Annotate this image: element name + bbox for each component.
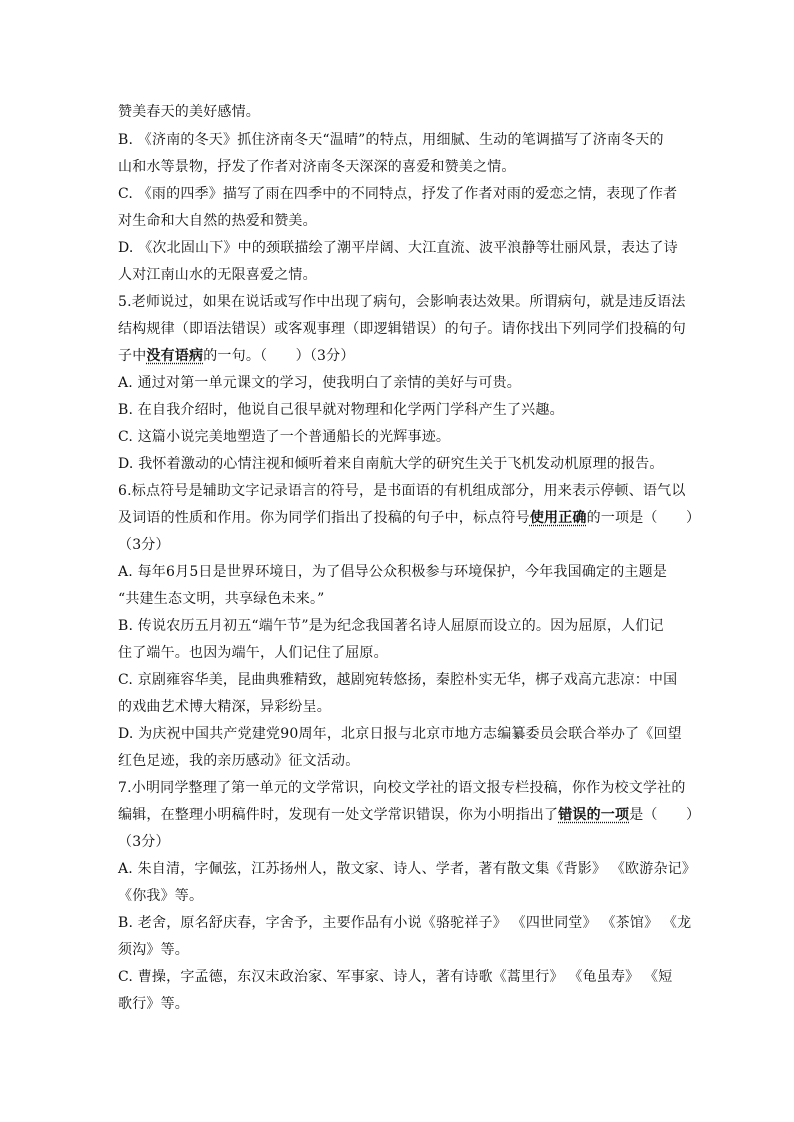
option-a: A. 每年6月5日是世界环境日，为了倡导公众积极参与环境保护，今年我国确定的主题是 (118, 564, 668, 580)
option-c: C. 曹操，字孟德，东汉末政治家、军事家、诗人，著有诗歌《蒿里行》 《龟虽寿》 《短 (118, 969, 673, 985)
text-line: 对生命和大自然的热爱和赞美。 (118, 213, 317, 229)
text-line: 歌行》等。 (118, 996, 189, 1012)
option-b: B. 传说农历五月初五“端午节”是为纪念我国著名诗人屈原而设立的。因为屈原，人们记 (118, 618, 664, 634)
text-line: B. 《济南的冬天》抓住济南冬天“温晴”的特点，用细腻、生动的笔调描写了济南冬天的 (118, 132, 664, 148)
q7-emphasis: 错误的一项 (558, 807, 630, 823)
question-6-prompt (118, 509, 701, 527)
text-line: 山和水等景物，抒发了作者对济南冬天深深的喜爱和赞美之情。 (118, 159, 516, 175)
text-line: 红色足迹，我的亲历感动》征文活动。 (118, 753, 360, 769)
question-5-prompt (118, 347, 678, 365)
text-line: 的戏曲艺术博大精深，异彩纷呈。 (118, 699, 331, 715)
text-line: 人对江南山水的无限喜爱之情。 (118, 267, 317, 283)
option-d: D. 为庆祝中国共产党建党90周年，北京日报与北京市地方志编纂委员会联合举办了《回望 (118, 726, 682, 742)
text-line: 《你我》等。 (118, 888, 204, 904)
question-5-line: 5.老师说过，如果在说话或写作中出现了病句，会影响表达效果。所谓病句，就是违反语法 (118, 294, 686, 310)
q7-text-before: 编辑，在整理小明稿件时，发现有一处文学常识错误，你为小明指出了 (118, 807, 559, 823)
question-7-line: 7.小明同学整理了第一单元的文学常识，向校文学社的语文报专栏投稿，你作为校文学社的 (118, 780, 686, 796)
option-c: C. 这篇小说完美地塑造了一个普通船长的光辉事迹。 (118, 429, 451, 445)
score-note: （3分） (118, 834, 170, 850)
q5-text-before: 子中 (118, 348, 147, 364)
score-note: （3分） (118, 537, 170, 553)
q5-text-after: 的一句。（ ）（3分） (203, 348, 355, 364)
q6-emphasis: 使用正确 (529, 510, 587, 526)
option-b: B. 在自我介绍时，他说自己很早就对物理和化学两门学科产生了兴趣。 (118, 402, 564, 418)
text-line: C. 《雨的四季》描写了雨在四季中的不同特点，抒发了作者对雨的爱恋之情，表现了作者 (118, 186, 678, 202)
q6-text-after: 的一项是（ ） (586, 510, 701, 526)
text-line: “共建生态文明，共享绿色未来。” (118, 591, 325, 607)
q6-text-before: 及词语的性质和作用。你为同学们指出了投稿的句子中，标点符号 (118, 510, 530, 526)
question-5-line: 结构规律（即语法错误）或客观事理（即逻辑错误）的句子。请你找出下列同学们投稿的句 (118, 321, 686, 337)
q7-text-after: 是（ ） (629, 807, 701, 823)
option-b: B. 老舍，原名舒庆春，字舍予，主要作品有小说《骆驼祥子》 《四世同堂》 《茶馆》 《龙 (118, 915, 692, 931)
text-line: D. 《次北固山下》中的颈联描绘了潮平岸阔、大江直流、波平浪静等壮丽风景，表达了诗 (118, 240, 678, 256)
option-a: A. 通过对第一单元课文的学习，使我明白了亲情的美好与可贵。 (118, 375, 522, 391)
text-line: 住了端午。也因为端午，人们记住了屈原。 (118, 645, 388, 661)
q5-emphasis: 没有语病 (146, 348, 204, 364)
question-7-prompt (118, 806, 701, 824)
option-a: A. 朱自清，字佩弦，江苏扬州人，散文家、诗人、学者，著有散文集《背影》 《欧游杂记》 (118, 861, 697, 877)
text-line: 赞美春天的美好感情。 (118, 104, 260, 120)
option-d: D. 我怀着激动的心情注视和倾听着来自南航大学的研究生关于飞机发动机原理的报告。 (118, 456, 664, 472)
text-line: 须沟》等。 (118, 942, 189, 958)
question-6-line: 6.标点符号是辅助文字记录语言的符号，是书面语的有机组成部分，用来表示停顿、语气以 (118, 483, 686, 499)
option-c: C. 京剧雍容华美，昆曲典雅精致，越剧宛转悠扬，秦腔朴实无华，梆子戏高亢悲凉：中国 (118, 672, 678, 688)
